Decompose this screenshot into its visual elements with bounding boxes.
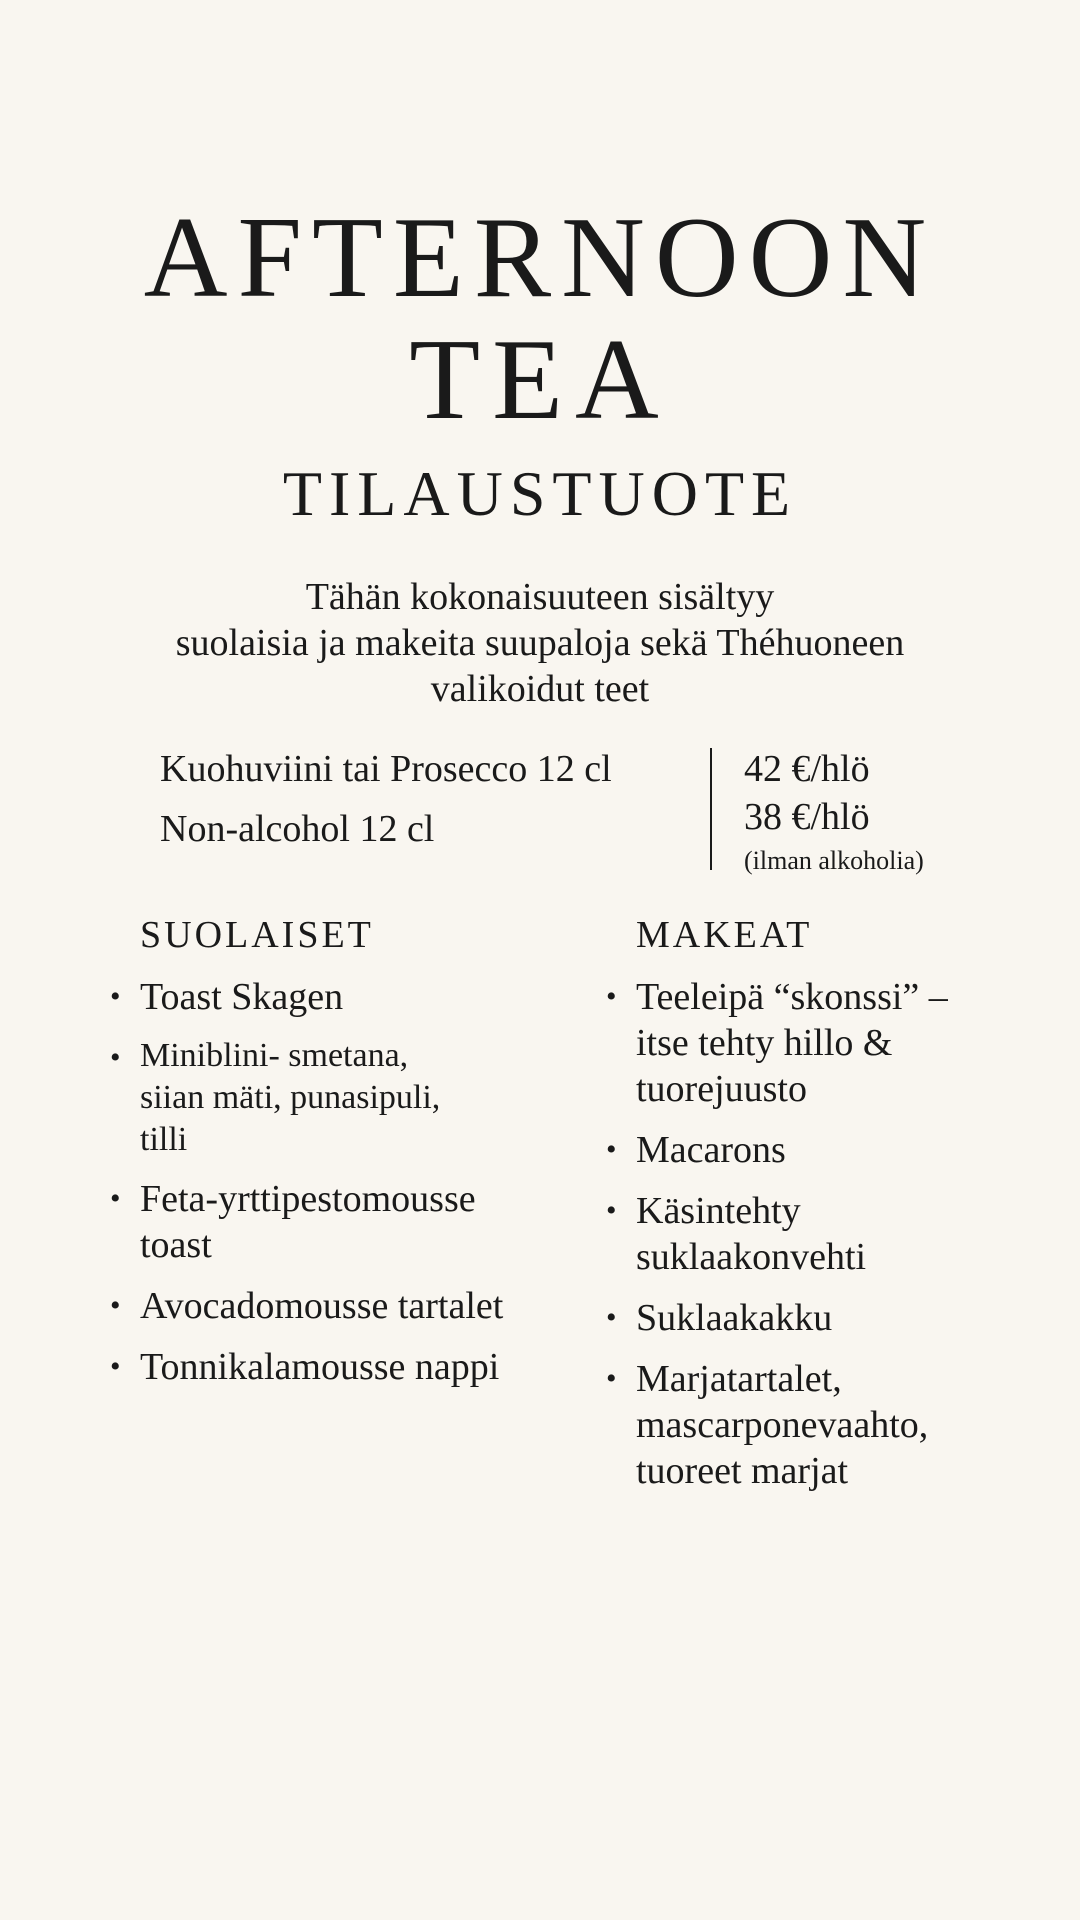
subtitle-tilaustuote: TILAUSTUOTE [282, 458, 798, 529]
price-non-alcohol: 38 €/hlö [744, 796, 870, 838]
title-tea: TEA [409, 316, 671, 444]
bullet-icon: • [110, 1041, 121, 1074]
drink-option-non-alcohol: Non-alcohol 12 cl [160, 808, 435, 850]
bullet-icon: • [110, 1182, 121, 1215]
list-item: • Käsintehty suklaakonvehti [606, 1190, 867, 1278]
list-item: • Toast Skagen [110, 976, 344, 1018]
list-item: • Tonnikalamousse nappi [110, 1346, 500, 1388]
list-item: • Miniblini- smetana, siian mäti, punasipuli, tilli [110, 1037, 441, 1158]
savory-list [110, 974, 580, 1405]
intro-line-1: Tähän kokonaisuuteen sisältyy [305, 576, 775, 618]
intro-line-3: valikoidut teet [430, 668, 650, 710]
bullet-icon: • [606, 1301, 617, 1334]
bullet-icon: • [606, 1362, 617, 1395]
list-item: • Feta-yrttipestomousse toast [110, 1178, 476, 1266]
bullet-icon: • [110, 1289, 121, 1322]
list-item: • Marjatartalet, mascarponevaahto, tuoreet marjat [606, 1358, 929, 1492]
price-sparkling: 42 €/hlö [744, 748, 870, 790]
price-divider [710, 748, 712, 870]
intro-line-2: suolaisia ja makeita suupaloja sekä Théhuoneen [175, 622, 905, 664]
list-item: • Suklaakakku [606, 1297, 833, 1339]
savory-heading: SUOLAISET [140, 914, 374, 956]
bullet-icon: • [110, 980, 121, 1013]
title-afternoon: AFTERNOON [143, 194, 937, 322]
list-item: • Teeleipä “skonssi” – itse tehty hillo & tuorejuusto [606, 976, 948, 1110]
intro-text [60, 574, 1020, 712]
bullet-icon: • [110, 1350, 121, 1383]
bullet-icon: • [606, 1133, 617, 1166]
list-item: • Avocadomousse tartalet [110, 1285, 504, 1327]
bullet-icon: • [606, 1194, 617, 1227]
drink-option-sparkling: Kuohuviini tai Prosecco 12 cl [160, 748, 612, 790]
price-non-alcohol-note: (ilman alkoholia) [744, 846, 924, 875]
sweet-list [606, 974, 1046, 1509]
list-item: • Macarons [606, 1129, 786, 1171]
bullet-icon: • [606, 980, 617, 1013]
sweet-heading: MAKEAT [636, 914, 813, 956]
